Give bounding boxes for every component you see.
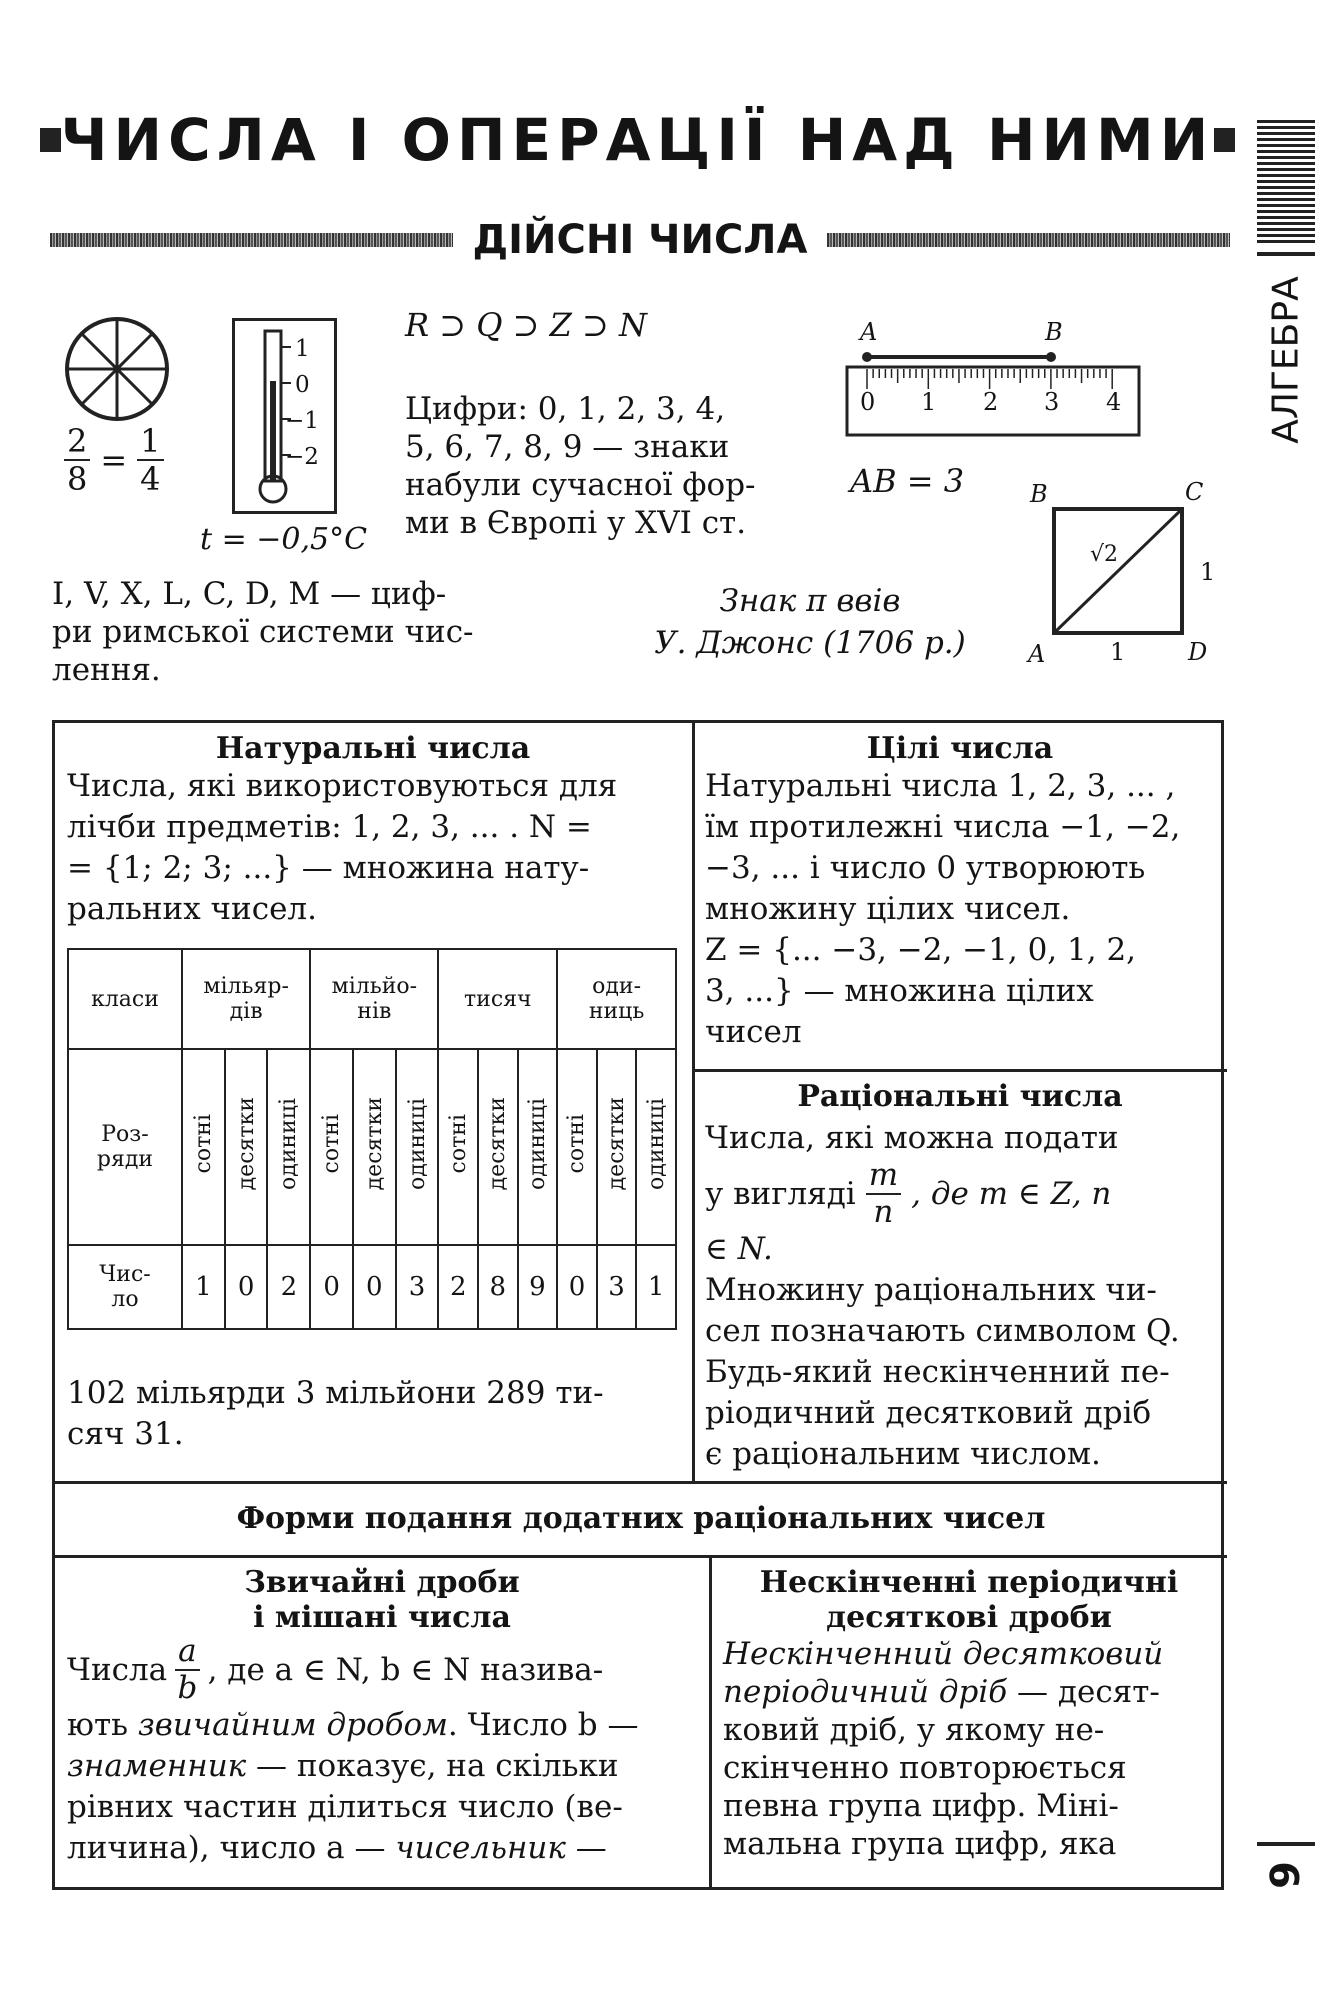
frac-left-num: 2 [64,425,90,461]
text-line [67,1635,697,1705]
wheel-icon [58,310,176,428]
rank-cell [396,1049,439,1245]
frac-num: a [175,1636,199,1671]
rank-cell [438,1049,478,1245]
text-line: ∈ N. [705,1231,773,1267]
roman-line: I, V, X, L, C, D, M — циф- [52,576,447,612]
title-line: Нескінченні періодичні [759,1565,1179,1600]
text-part: личина), число a — [67,1830,396,1866]
title-line: десяткові дроби [826,1600,1112,1635]
text-part: у вигляді [705,1175,856,1212]
text-part: , де m ∈ Z, n [911,1175,1112,1212]
fraction-equality [60,422,168,498]
frac-eq: = [100,441,128,479]
page-number-text: 9 [1263,1861,1309,1889]
rank-cell [597,1049,637,1245]
square-label-c: C [1185,478,1204,506]
periodic-decimals-title [723,1565,1215,1635]
number-label-text: ло [111,1287,139,1312]
class-text: оди- [592,974,642,999]
digit-cell: 2 [438,1245,478,1329]
digit-cell: 1 [636,1245,676,1329]
common-fractions-title [67,1565,697,1635]
digits-line: Цифри: 0, 1, 2, 3, 4, [405,391,726,427]
text-line [67,1828,697,1869]
digit-cell: 2 [267,1245,310,1329]
divider [692,1069,1227,1072]
divider [709,1555,712,1887]
common-fractions-cell [67,1565,697,1869]
text-part: — десят- [1007,1674,1160,1710]
text-line: −3, ... і число 0 утворюють [705,850,1146,886]
side-tab-label [1259,270,1313,450]
main-title [40,100,1235,180]
digit-cell: 3 [597,1245,637,1329]
pi-line: У. Джонс (1706 р.) [654,625,966,661]
ruler-ticks [867,369,1112,389]
rank-units: одиниці [404,1098,430,1190]
text-line: їм протилежні числа −1, −2, [705,809,1181,845]
forms-title: Форми подання додатних раціональних чисел [236,1501,1046,1536]
title-bullet-left [40,128,61,152]
text-part: ють [67,1707,138,1743]
class-text: нів [357,999,392,1024]
periodic-decimals-text [723,1635,1215,1863]
ruler-mark: 2 [983,388,999,416]
page-number [1259,1850,1313,1900]
ruler-point-a: A [860,318,878,346]
text-line: 102 мільярди 3 мільйони 289 ти- [67,1375,604,1411]
ruler-point-b: B [1045,318,1063,346]
class-units [557,949,676,1049]
ranks-label [68,1049,182,1245]
rank-cell [636,1049,676,1245]
digit-cell: 0 [225,1245,268,1329]
rank-cell [267,1049,310,1245]
digit-cell: 0 [310,1245,353,1329]
text-line: скінченно повторюється [723,1750,1127,1786]
rank-tens: десятки [361,1097,387,1191]
side-tab [1257,120,1315,1900]
integers-text [705,766,1215,1053]
rational-text [705,1118,1215,1475]
ranks-label-text: Роз- [101,1122,149,1147]
rational-title: Раціональні числа [797,1079,1123,1114]
digits-text [405,390,756,542]
rank-hundreds: сотні [445,1114,471,1174]
tab-rule-bottom [1257,1842,1315,1846]
tick-minus1: −1 [285,408,319,434]
fraction-m-n [866,1157,901,1230]
number-label-text: Чис- [99,1262,151,1287]
rank-tens: десятки [485,1097,511,1191]
rank-hundreds: сотні [190,1114,216,1174]
digit-cell: 3 [396,1245,439,1329]
set-inclusion: R ⊃ Q ⊃ Z ⊃ N [405,306,648,344]
tick-0: 0 [295,372,310,398]
frac-right-num: 1 [137,425,163,461]
roman-text [52,575,474,689]
text-line: множину цілих чисел. [705,891,1071,927]
pi-text [610,580,1010,664]
rank-cell [225,1049,268,1245]
text-part: , де a ∈ N, b ∈ N назива- [207,1651,604,1688]
frac-den: b [177,1670,198,1706]
text-line: мальна група цифр, яка [723,1826,1117,1862]
thermometer-caption: t = −0,5°C [200,522,368,557]
rank-cell [353,1049,396,1245]
rank-hundreds: сотні [319,1114,345,1174]
text-part: чисельник [395,1830,566,1866]
tab-rule-top [1257,252,1315,256]
rank-hundreds: сотні [564,1114,590,1174]
frac-num: m [866,1160,901,1195]
rank-cell [518,1049,558,1245]
tick-minus2: −2 [285,444,319,470]
rational-cell [705,1079,1215,1475]
text-part: знаменник [67,1748,247,1784]
text-part: Числа [67,1651,168,1688]
fraction-a-b [175,1633,199,1706]
rank-cell [310,1049,353,1245]
digit-cell: 0 [353,1245,396,1329]
class-text: мільяр- [203,974,289,999]
text-line: Числа, які використовуються для [67,768,618,804]
text-line: Будь-який нескінченний пе- [705,1354,1170,1390]
square-label-a: A [1028,640,1046,668]
text-line [67,1746,697,1787]
frac-right-den: 4 [140,460,161,498]
text-line: ковий дріб, у якому не- [723,1712,1105,1748]
hatch-left [50,233,453,247]
digit-cell: 0 [557,1245,597,1329]
roman-line: лення. [52,652,161,688]
square-side-right: 1 [1200,558,1216,586]
text-part: звичайним дробом [137,1707,448,1743]
text-line: рівних частин ділиться число (ве- [67,1789,623,1825]
page-title: ЧИСЛА І ОПЕРАЦІЇ НАД НИМИ [60,106,1215,174]
ruler-mark: 1 [921,388,937,416]
class-thousands [438,949,557,1049]
square-diagonal: √2 [1090,542,1119,567]
rank-cell [557,1049,597,1245]
text-part: . Число b — [447,1707,639,1743]
text-part: — [565,1830,607,1866]
main-table [52,720,1224,1890]
periodic-decimals-cell [723,1565,1215,1863]
number-label [68,1245,182,1329]
number-reading [67,1373,679,1455]
thermometer-figure [232,318,337,514]
title-line: Звичайні дроби [244,1565,520,1600]
ruler-caption: AB = 3 [850,462,965,500]
frac-den: n [873,1194,894,1230]
text-line: 3, ...} — множина цілих [705,973,1094,1009]
title-line: і мішані числа [253,1600,511,1635]
integers-cell [705,731,1215,1053]
text-line [67,1705,697,1746]
rank-units: одиниці [276,1098,302,1190]
text-line: Z = {... −3, −2, −1, 0, 1, 2, [705,932,1137,968]
text-line [723,1673,1215,1711]
frac-left-den: 8 [67,460,88,498]
title-bullet-right [1214,128,1235,152]
natural-text [67,766,679,930]
text-line: Множину раціональних чи- [705,1272,1157,1308]
square-label-b: B [1030,480,1048,508]
text-line: лічби предметів: 1, 2, 3, ... . N = [67,809,592,845]
ruler-marks [856,388,1146,418]
text-line: сел позначають символом Q. [705,1313,1180,1349]
square-side-bottom: 1 [1110,638,1126,666]
rank-cell [478,1049,518,1245]
rank-tens: десятки [604,1097,630,1191]
text-line: сяч 31. [67,1416,184,1452]
ruler-mark: 4 [1106,388,1122,416]
class-text: ниць [588,999,645,1024]
text-line: є раціональним числом. [705,1436,1101,1472]
natural-title: Натуральні числа [215,731,531,766]
hatch-right [827,233,1230,247]
text-line: певна група цифр. Міні- [723,1788,1119,1824]
side-tab-label-text: АЛГЕБРА [1265,276,1307,444]
classes-label: класи [68,949,182,1049]
class-millions [310,949,438,1049]
common-fractions-text [67,1635,697,1869]
section-title-text: ДІЙСНІ ЧИСЛА [472,217,808,263]
text-line [705,1159,1215,1229]
text-line: Числа, які можна подати [705,1120,1119,1156]
rank-units: одиниці [524,1098,550,1190]
roman-line: ри римської системи чис- [52,614,474,650]
thermometer-ticks [285,331,319,475]
text-line: Натуральні числа 1, 2, 3, ... , [705,768,1176,804]
tick-1: 1 [295,336,310,362]
digit-cell: 9 [518,1245,558,1329]
rank-tens: десятки [233,1097,259,1191]
section-title [50,215,1230,265]
digit-cell: 8 [478,1245,518,1329]
square-label-d: D [1188,638,1208,666]
text-line: ріодичний десятковий дріб [705,1395,1152,1431]
text-line: чисел [705,1014,802,1050]
pi-line: Знак π ввів [719,583,901,619]
ruler-mark: 0 [860,388,876,416]
class-billions [182,949,310,1049]
class-text: тисяч [464,986,532,1012]
ranks-label-text: ряди [96,1147,154,1172]
ruler-mark: 3 [1044,388,1060,416]
natural-cell [67,731,679,930]
digits-line: набули сучасної фор- [405,467,756,503]
text-line: Нескінченний десятковий [723,1636,1164,1672]
ranks-table [67,948,677,1330]
divider [692,723,695,1481]
text-line: ральних чисел. [67,891,317,927]
class-text: мільйо- [331,974,418,999]
rank-units: одиниці [643,1098,669,1190]
text-part: — показує, на скільки [246,1748,619,1784]
square-figure [1050,505,1190,640]
digits-line: 5, 6, 7, 8, 9 — знаки [405,429,730,465]
class-text: дів [229,999,263,1024]
tab-stripes [1257,120,1315,244]
divider [55,1555,1227,1558]
rank-cell [182,1049,225,1245]
integers-title: Цілі числа [866,731,1054,766]
text-part: періодичний дріб [723,1674,1008,1710]
divider [55,1481,1227,1484]
digit-cell: 1 [182,1245,225,1329]
text-line: = {1; 2; 3; ...} — множина нату- [67,850,590,886]
digits-line: ми в Європі у XVI ст. [405,505,747,541]
